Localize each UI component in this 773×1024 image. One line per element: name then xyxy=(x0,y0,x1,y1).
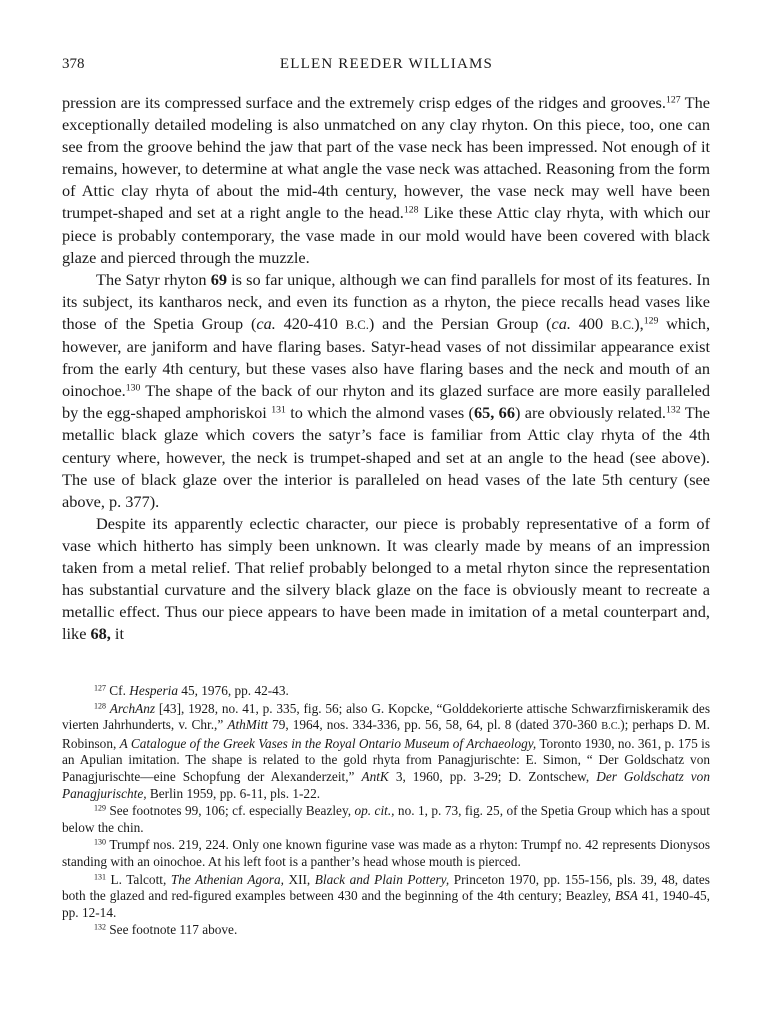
running-title: ELLEN REEDER WILLIAMS xyxy=(279,56,494,72)
body-text xyxy=(62,92,710,645)
text-run: Princeton 1970, pp. 155-156, pls. 39, 48, dates both the glazed and red-figured examples between 430 and the beginning of the 4th century; Beazley, xyxy=(62,871,710,904)
footnote-number: 129 xyxy=(94,803,106,813)
book-title: A Catalogue of the Greek Vases in the Royal Ontario Museum of Archaeology, xyxy=(119,735,537,751)
catalogue-number: 69 xyxy=(210,269,227,289)
text-run: [43], 1928, no. 41, p. 335, fig. 56; also G. Kopcke, “Golddekorierte attische Schwarzfirniskeramik des vierten Jahrhunderts, v. Chr.,” xyxy=(62,700,710,733)
era-abbrev: B.C. xyxy=(601,721,621,733)
footnote-128 xyxy=(62,701,710,803)
footnote-number: 128 xyxy=(94,701,106,711)
text-run: is so far unique, although we can find parallels for most of its features. In its subject, its kantharos neck, and even its function as a rhyton, the piece recalls head vases like those of the Spetia Group ( xyxy=(62,269,710,333)
text-run: The Satyr rhyton xyxy=(96,269,211,289)
footnote-129 xyxy=(62,803,710,836)
footnotes xyxy=(62,683,710,940)
text-run: ); perhaps D. M. Robinson, xyxy=(62,717,710,751)
catalogue-number: 68, xyxy=(90,624,111,644)
footnote-number: 132 xyxy=(94,922,106,932)
footnote-127 xyxy=(62,683,710,700)
text-run: 79, 1964, nos. 334-336, pp. 56, 58, 64, pl. 8 (dated 370-360 xyxy=(267,717,602,733)
paragraph-1 xyxy=(62,92,710,269)
text-run: ) are obviously related. xyxy=(514,403,666,423)
text-run: 400 xyxy=(570,313,611,333)
circa-abbrev: ca. xyxy=(551,313,571,333)
footnote-ref-132: 132 xyxy=(665,404,681,416)
footnote-130 xyxy=(62,837,710,870)
footnote-ref-129: 129 xyxy=(643,315,659,327)
footnote-ref-131: 131 xyxy=(271,404,286,416)
catalogue-numbers: 65, 66 xyxy=(473,403,515,423)
text-run: ) and the Persian Group ( xyxy=(368,313,552,333)
paragraph-2 xyxy=(62,269,710,513)
journal-title: AthMitt xyxy=(227,717,268,733)
footnote-131 xyxy=(62,872,710,922)
footnote-ref-130: 130 xyxy=(125,382,141,394)
text-run: it xyxy=(110,624,124,644)
footnote-ref-127: 127 xyxy=(665,94,681,106)
text-run: Cf. xyxy=(105,683,130,698)
running-header xyxy=(62,56,711,76)
book-title: The Athenian Agora, xyxy=(170,871,284,887)
text-run: The exceptionally detailed modeling is also unmatched on any clay rhyton. On this piece, too, one can see from the groove behind the jaw that part of the vase neck has been impressed. Not enough of it remains, however, to determine at what angle the vase neck was attached. Reasoning from the form of Attic clay rhyta of about the mid-4th century, however, the vase neck may well have been trumpet-shaped and set at a right angle to the head. xyxy=(62,93,710,223)
text-run: which, however, are janiform and have flaring bases. Satyr-head vases of not dissimilar appearance exist from the early 4th century, but these vases also have flaring bases and the neck and mouth of an oinochoe. xyxy=(62,313,711,401)
text-run: 420-410 xyxy=(275,313,346,333)
text-run: 3, 1960, pp. 3-29; D. Zontschew, xyxy=(388,768,597,784)
text-run: Trumpf nos. 219, 224. Only one known figurine vase was made as a rhyton: Trumpf no. 42 represents Dionysos standing with an oinochoe. At his left foot is a panther’s head whose mouth is pierced. xyxy=(62,837,710,869)
footnote-132 xyxy=(62,922,710,939)
text-run: pression are its compressed surface and the extremely crisp edges of the ridges and grooves. xyxy=(62,93,666,112)
text-run: 41, 1940-45, pp. 12-14. xyxy=(62,888,710,920)
era-abbrev: B.C. xyxy=(345,317,369,332)
latin-abbrev: op. cit., xyxy=(354,803,395,819)
era-abbrev: B.C. xyxy=(610,317,635,332)
text-run: Despite its apparently eclectic character, our piece is probably representative of a form of vase which hitherto has simply been unknown. It was clearly made by means of an impression taken from a metal relief. That relief probably belonged to a metal rhyton since the representation has substantial curvature and the silvery black glaze on the face is obviously meant to recreate a metallic effect. Thus our piece appears to have been made in imitation of a metal counterpart and, like xyxy=(62,513,710,644)
text-run: Toronto 1930, no. 361, p. 175 is an Apulian imitation. The shape is related to the gold rhyta from Panagjurischte: E. Simon, “ Der Goldschatz von Panagjurischte—eine Schopfung der Alexanderzeit,” xyxy=(62,735,710,784)
footnote-number: 131 xyxy=(94,872,106,882)
text-run: Berlin 1959, pp. 6-11, pls. 1-22. xyxy=(146,785,321,801)
circa-abbrev: ca. xyxy=(256,313,276,333)
text-run: The shape of the back of our rhyton and its glazed surface are more easily paralleled by the egg-shaped amphoriskoi xyxy=(62,381,710,423)
text-run: Like these Attic clay rhyta, with which our piece is probably contemporary, the vase made in our mold would have been covered with black glaze and pierced through the muzzle. xyxy=(62,203,710,267)
text-run: 45, 1976, pp. 42-43. xyxy=(177,683,289,698)
text-run: ), xyxy=(634,313,644,333)
page-number: 378 xyxy=(62,56,85,72)
text-run: no. 1, p. 73, fig. 25, of the Spetia Group which has a spout below the chin. xyxy=(62,803,710,835)
journal-title: AntK xyxy=(361,768,389,784)
footnote-number: 127 xyxy=(94,683,106,693)
journal-title: ArchAnz xyxy=(109,700,156,716)
footnote-ref-128: 128 xyxy=(403,205,419,217)
book-title: Der Goldschatz von Panagjurischte, xyxy=(62,768,710,801)
text-run: to which the almond vases ( xyxy=(285,403,474,423)
text-run: XII, xyxy=(283,871,315,887)
journal-title: BSA xyxy=(614,888,638,904)
book-title: Black and Plain Pottery, xyxy=(314,871,450,887)
footnote-number: 130 xyxy=(94,837,106,847)
text-run: L. Talcott, xyxy=(105,871,171,887)
journal-title: Hesperia xyxy=(129,683,178,698)
text-run: The metallic black glaze which covers the satyr’s face is familiar from Attic clay rhyta of the 4th century where, however, the neck is trumpet-shaped and set at an angle to the head (see above). The use of black glaze over the interior is paralleled on head vases of the late 5th century (see above, p. 377). xyxy=(62,403,711,511)
text-run: See footnotes 99, 106; cf. especially Beazley, xyxy=(105,803,355,819)
paragraph-3 xyxy=(62,513,710,646)
text-run: See footnote 117 above. xyxy=(105,922,238,938)
